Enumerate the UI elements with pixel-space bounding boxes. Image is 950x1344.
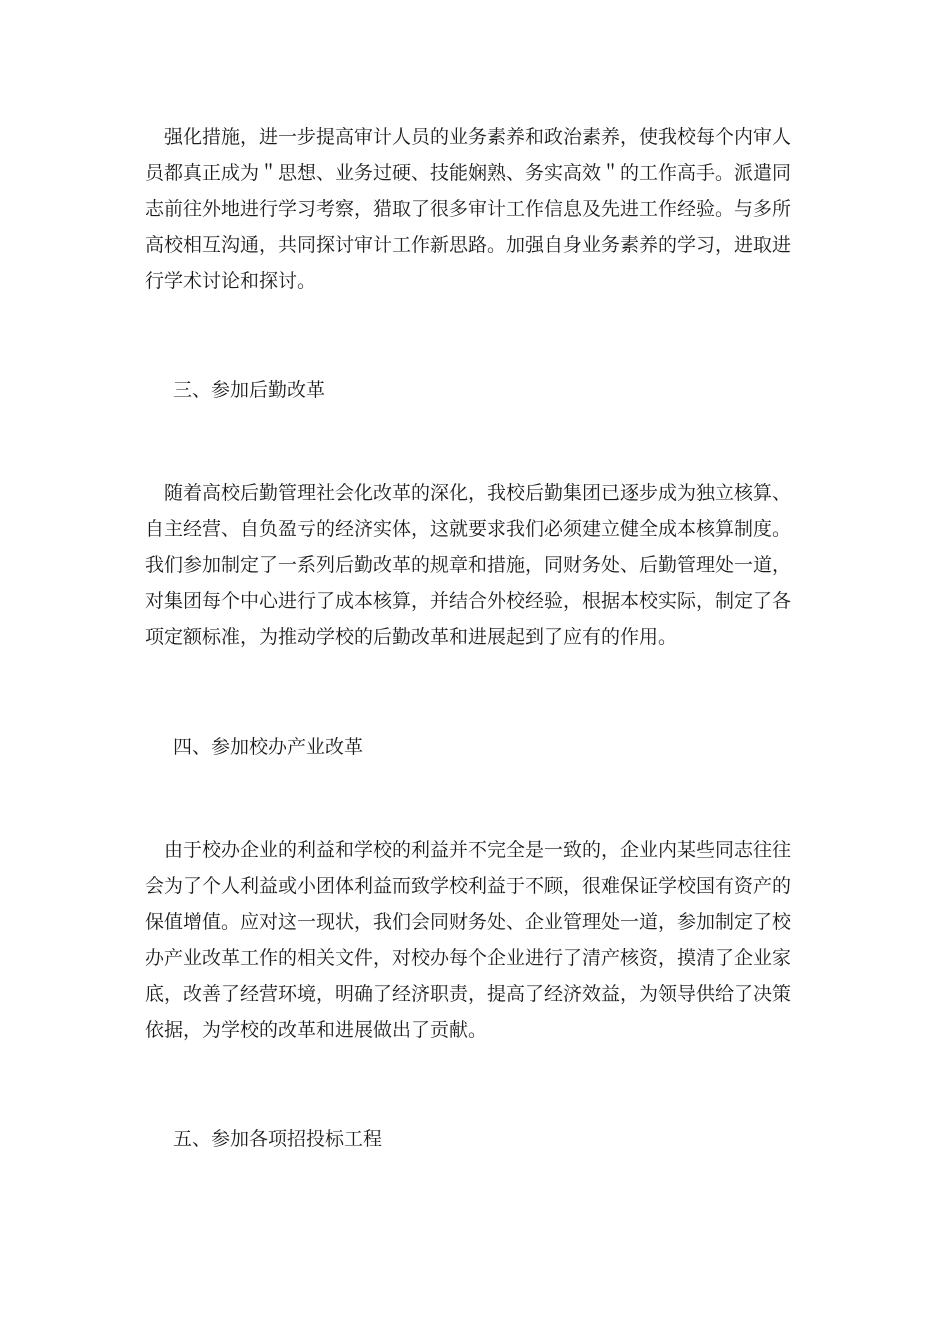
paragraph-line: 底，改善了经营环境，明确了经济职责，提高了经济效益，为领导供给了决策 [145,983,792,1005]
paragraph-line: 行学术讨论和探讨。 [145,270,317,292]
paragraph-line: 随着高校后勤管理社会化改革的深化，我校后勤集团已逐步成为独立核算、 [145,482,792,504]
section-heading-3: 三、参加后勤改革 [173,379,326,401]
paragraph-line: 强化措施，进一步提高审计人员的业务素养和政治素养，使我校每个内审人 [145,126,792,148]
section-heading-5: 五、参加各项招投标工程 [173,1128,383,1150]
paragraph-line: 会为了个人利益或小团体利益而致学校利益于不顾，很难保证学校国有资产的 [145,875,792,897]
paragraph-line: 对集团每个中心进行了成本核算，并结合外校经验，根据本校实际，制定了各 [145,590,792,612]
paragraph-line: 保值增值。应对这一现状，我们会同财务处、企业管理处一道，参加制定了校 [145,911,792,933]
paragraph-line: 自主经营、自负盈亏的经济实体，这就要求我们必须建立健全成本核算制度。 [145,518,792,540]
paragraph-line: 由于校办企业的利益和学校的利益并不完全是一致的，企业内某些同志往往 [145,839,792,861]
paragraph-line: 我们参加制定了一系列后勤改革的规章和措施，同财务处、后勤管理处一道， [145,554,792,576]
paragraph-line: 志前往外地进行学习考察，猎取了很多审计工作信息及先进工作经验。与多所 [145,198,792,220]
paragraph-line: 高校相互沟通，共同探讨审计工作新思路。加强自身业务素养的学习，进取进 [145,234,792,256]
paragraph-line: 依据，为学校的改革和进展做出了贡献。 [145,1019,488,1041]
paragraph-line: 员都真正成为＂思想、业务过硬、技能娴熟、务实高效＂的工作高手。派遣同 [145,162,792,184]
paragraph-line: 项定额标准，为推动学校的后勤改革和进展起到了应有的作用。 [145,626,678,648]
section-heading-4: 四、参加校办产业改革 [173,736,364,758]
paragraph-line: 办产业改革工作的相关文件，对校办每个企业进行了清产核资，摸清了企业家 [145,947,792,969]
